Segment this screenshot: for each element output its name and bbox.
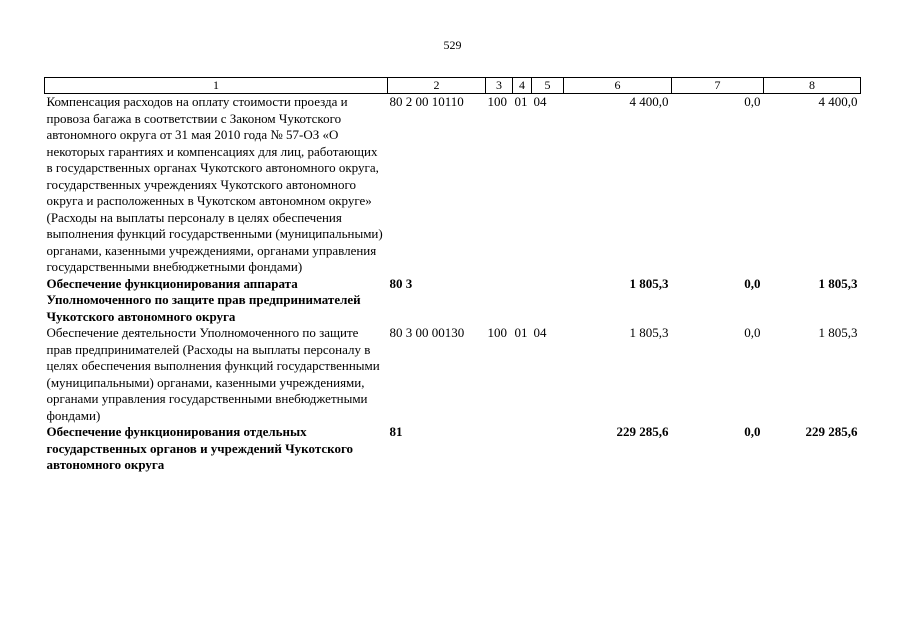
row-col-7: 0,0 bbox=[744, 94, 761, 109]
header-col-1: 1 bbox=[45, 78, 388, 94]
row-code: 80 2 00 10110 bbox=[389, 94, 464, 109]
row-col-3 bbox=[486, 424, 513, 474]
row-col-7: 0,0 bbox=[744, 325, 761, 340]
table-row bbox=[45, 424, 861, 474]
row-col-3: 100 bbox=[487, 325, 507, 340]
header-row bbox=[45, 78, 861, 94]
row-col-8: 1 805,3 bbox=[818, 325, 858, 340]
row-col-4: 01 bbox=[514, 325, 528, 340]
row-col-6: 1 805,3 bbox=[629, 275, 669, 291]
page-number: 529 bbox=[443, 38, 462, 52]
row-name: Обеспечение функционирования отдельных государственных органов и учреждений Чукотского автономного округа bbox=[46, 424, 354, 472]
row-col-6: 229 285,6 bbox=[616, 424, 669, 439]
row-name: Обеспечение функционирования аппарата Уполномоченного по защите прав предпринимателей Чукотского автономного округа bbox=[46, 275, 361, 324]
budget-table bbox=[44, 77, 861, 474]
row-col-6: 1 805,3 bbox=[629, 325, 669, 340]
row-name: Компенсация расходов на оплату стоимости проезда и провоза багажа в соответствии с Законом Чукотского автономного округа от 31 мая 2010 года № 57-ОЗ «О некоторых гарантиях и компенсациях для лиц, работающих в государственных органах Чукотского автономного округа, государственных учреждениях Чукотского автономного округа и расположенных в Чукотском автономном округе» (Расходы на выплаты персоналу в целях обеспечения выполнения функций государственными (муниципальными) органами, казенными учреждениями, органами управления государственными внебюджетными фондами) bbox=[46, 94, 383, 274]
row-col-8: 1 805,3 bbox=[818, 275, 858, 291]
row-col-8: 229 285,6 bbox=[805, 424, 858, 439]
table-row bbox=[45, 94, 861, 276]
row-col-7: 0,0 bbox=[744, 275, 761, 291]
row-col-8: 4 400,0 bbox=[818, 94, 858, 109]
row-col-4 bbox=[513, 276, 532, 326]
row-col-5 bbox=[532, 276, 564, 326]
row-col-5 bbox=[532, 424, 564, 474]
header-col-2: 2 bbox=[388, 78, 486, 94]
row-col-5: 04 bbox=[533, 94, 547, 109]
row-col-4 bbox=[513, 424, 532, 474]
row-name: Обеспечение деятельности Уполномоченного по защите прав предпринимателей (Расходы на выплаты персоналу в целях обеспечения выполнения функций государственными (муниципальными) органами, казенными учреждениями, органами управления государственными внебюджетными фондами) bbox=[46, 325, 380, 423]
header-col-4: 4 bbox=[513, 78, 532, 94]
header-col-7: 7 bbox=[672, 78, 764, 94]
row-col-3: 100 bbox=[487, 94, 507, 109]
table-body bbox=[45, 94, 861, 474]
header-col-5: 5 bbox=[532, 78, 564, 94]
table-row bbox=[45, 276, 861, 326]
row-col-3 bbox=[486, 276, 513, 326]
header-col-8: 8 bbox=[764, 78, 861, 94]
table-header bbox=[45, 78, 861, 94]
header-col-6: 6 bbox=[564, 78, 672, 94]
table-row bbox=[45, 325, 861, 424]
header-col-3: 3 bbox=[486, 78, 513, 94]
row-col-6: 4 400,0 bbox=[629, 94, 669, 109]
row-col-7: 0,0 bbox=[744, 424, 761, 439]
row-code: 80 3 00 00130 bbox=[389, 325, 465, 340]
row-code: 81 bbox=[389, 424, 403, 439]
row-col-4: 01 bbox=[514, 94, 528, 109]
row-code: 80 3 bbox=[389, 275, 413, 291]
row-col-5: 04 bbox=[533, 325, 547, 340]
